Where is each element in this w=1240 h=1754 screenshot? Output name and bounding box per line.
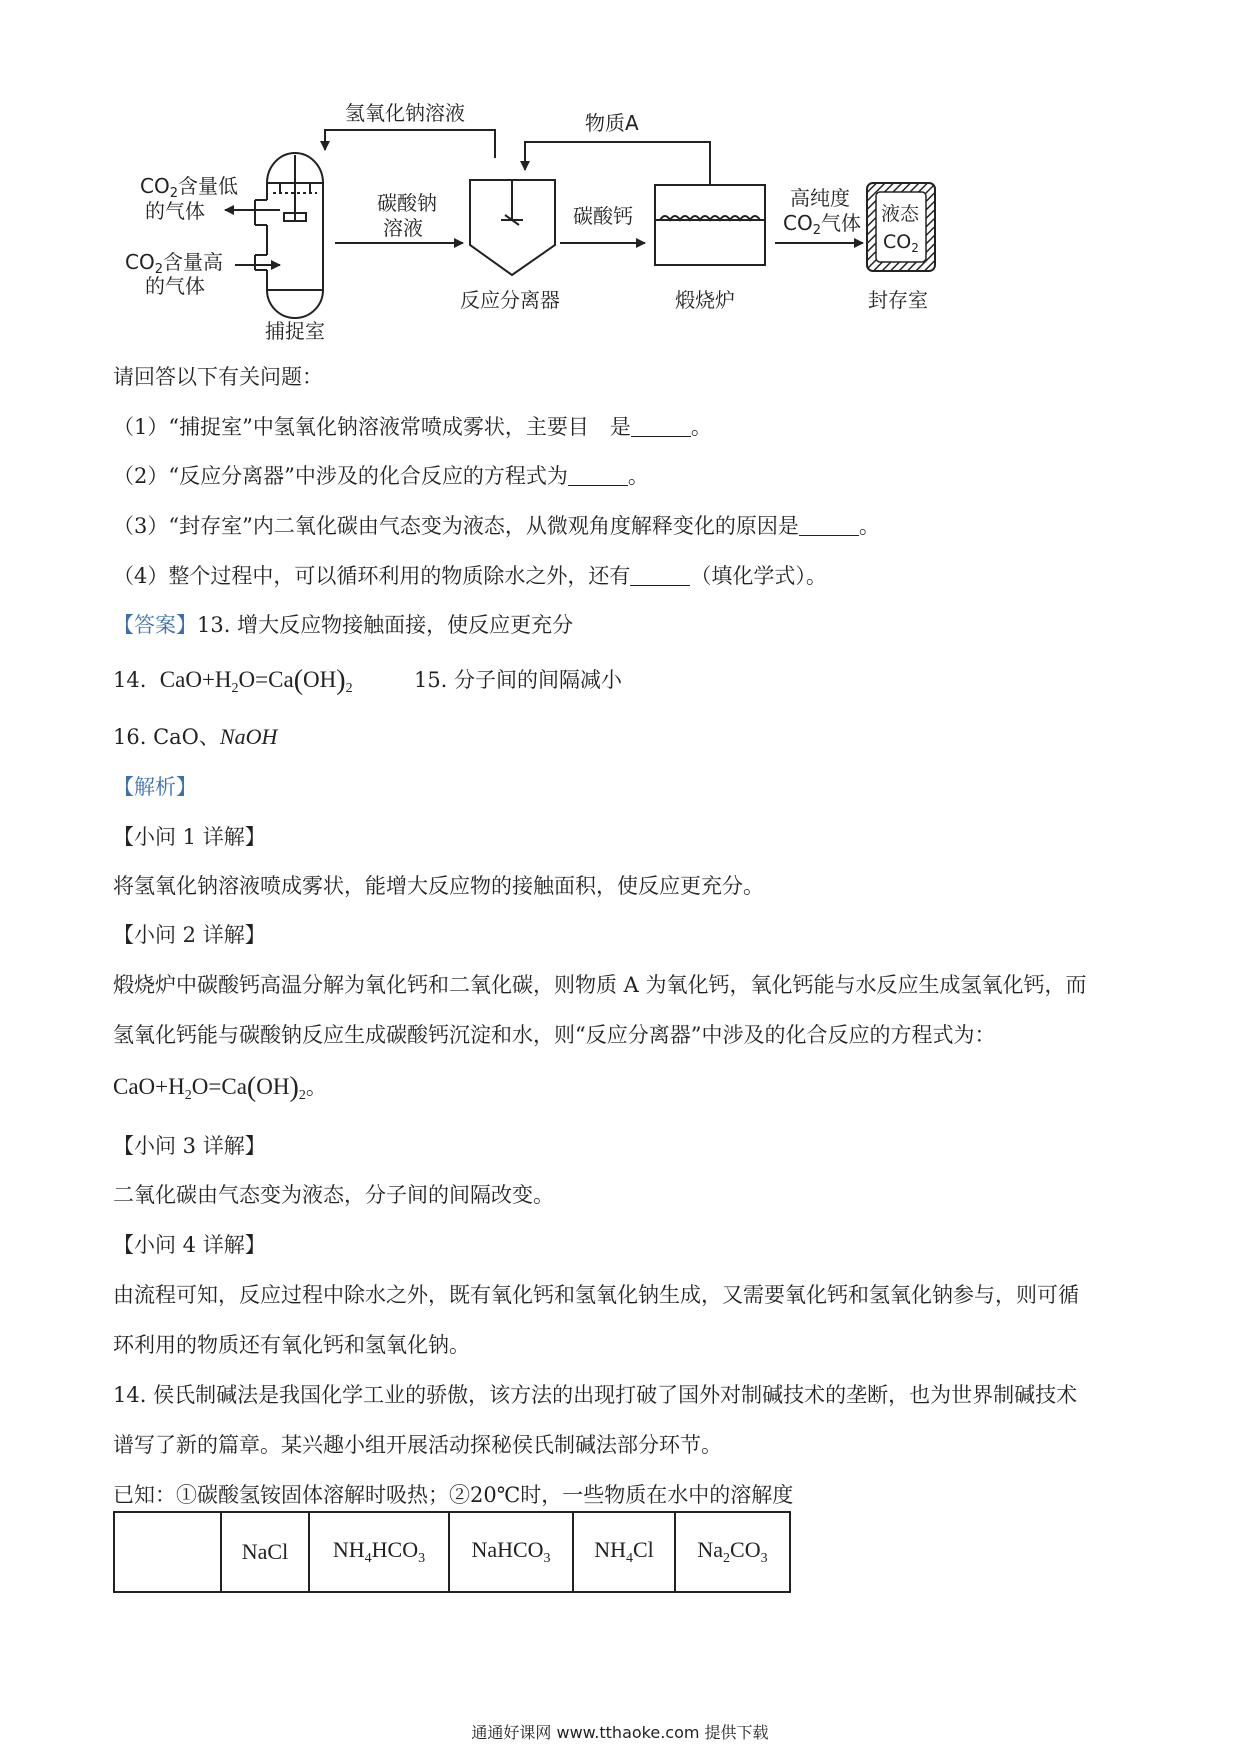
capture-room-label: 捕捉室 (265, 319, 325, 343)
answer-tag: 【答案】 (113, 613, 197, 637)
page-footer: 通通好课网 www.tthaoke.com 提供下载 (471, 1723, 769, 1742)
question-prompt: 请回答以下有关问题： (113, 365, 323, 389)
analysis-tag: 【解析】 (113, 775, 197, 799)
question-1-text: （1）“捕捉室”中氢氧化钠溶液常喷成雾状，主要目 是 (113, 415, 631, 439)
process-flow-diagram (115, 95, 955, 350)
subquestion-3-body: 二氧化碳由气态变为液态，分子间的间隔改变。 (113, 1183, 554, 1207)
subquestion-2-formula (113, 1072, 327, 1111)
furnace-box (655, 185, 765, 265)
table-cell-empty (114, 1512, 221, 1592)
subquestion-1-body: 将氢氧化钠溶液喷成雾状，能增大反应物的接触面积，使反应更充分。 (113, 874, 764, 898)
answer-16-naoh: NaOH (219, 724, 278, 749)
subquestion-4-body-2: 环利用的物质还有氧化钙和氢氧化钠。 (113, 1333, 470, 1357)
low-co2-label-co: CO (140, 174, 170, 198)
question-14-line-2: 谱写了新的篇章。某兴趣小组开展活动探秘侯氏制碱法部分环节。 (113, 1433, 722, 1457)
question-1-end: 。 (690, 415, 712, 439)
storage-room-label: 封存室 (868, 288, 928, 312)
svg-text:CO2含量高 (125, 250, 223, 277)
answer-blank (631, 416, 691, 437)
furnace-label: 煅烧炉 (675, 288, 735, 312)
formula-cao-h2o: $CaO+H_2O=Ca(OH)_2$ (113, 1072, 306, 1103)
naoh-solution-label: 氢氧化钠溶液 (345, 101, 465, 125)
high-co2-sub: 2 (154, 262, 163, 277)
liquid-label-1: 液态 (881, 203, 920, 225)
low-co2-label-tail: 含量低 (178, 174, 238, 198)
substance-a-line (525, 142, 710, 185)
answer-14-num: 14. (113, 668, 147, 692)
question-1 (113, 412, 712, 442)
answer-blank (568, 465, 628, 486)
question-14-line-1: 14. 侯氏制碱法是我国化学工业的骄傲，该方法的出现打破了国外对制碱技术的垄断，也为世界制碱技术 (113, 1383, 1078, 1407)
liquid-co: CO (883, 231, 912, 253)
high-purity-sub: 2 (812, 223, 821, 238)
question-4-end: （填化学式）。 (690, 564, 827, 588)
high-purity-co: CO (783, 211, 813, 235)
reaction-separator-vessel (470, 180, 555, 275)
solubility-table (113, 1511, 791, 1593)
subquestion-1-heading: 【小问 1 详解】 (113, 825, 266, 849)
answer-blank (799, 515, 859, 536)
subquestion-3-heading: 【小问 3 详解】 (113, 1134, 266, 1158)
substance-a-label: 物质A (585, 111, 639, 135)
formula-end: 。 (305, 1075, 327, 1099)
question-3-end: 。 (858, 514, 880, 538)
high-co2-label-tail: 含量高 (163, 250, 223, 274)
table-header-nacl: NaCl (221, 1512, 309, 1592)
table-header-nh4cl: $NH_4Cl$ (573, 1512, 675, 1592)
answer-16-text: 16. CaO、 (113, 725, 220, 749)
subquestion-4-body-1: 由流程可知，反应过程中除水之外，既有氧化钙和氢氧化钠生成，又需要氧化钙和氢氧化钠参与，则可循 (113, 1283, 1079, 1307)
table-row (114, 1512, 790, 1592)
naoh-return-line (325, 130, 495, 158)
caco3-label: 碳酸钙 (573, 204, 633, 228)
answer-14-formula: $CaO+H_2O=Ca(OH)_2$ (159, 665, 353, 696)
na2co3-label-2: 溶液 (383, 216, 423, 240)
low-co2-label-2: 的气体 (145, 199, 205, 223)
liquid-sub: 2 (911, 241, 919, 255)
question-3-text: （3）“封存室”内二氧化碳由气态变为液态，从微观角度解释变化的原因是 (113, 514, 799, 538)
high-purity-label-1: 高纯度 (790, 186, 850, 210)
svg-text:CO2含量低 (140, 174, 238, 201)
high-co2-label-co: CO (125, 250, 155, 274)
known-conditions: 已知：①碳酸氢铵固体溶解时吸热；②20℃时，一些物质在水中的溶解度 (113, 1483, 794, 1507)
na2co3-label-1: 碳酸钠 (377, 191, 437, 215)
low-co2-sub: 2 (169, 186, 178, 201)
high-purity-tail: 气体 (821, 211, 861, 235)
subquestion-2-heading: 【小问 2 详解】 (113, 923, 266, 947)
answer-13: 13. 增大反应物接触面接，使反应更充分 (197, 613, 574, 637)
svg-text:CO2气体 (783, 211, 861, 238)
question-4-text: （4）整个过程中，可以循环利用的物质除水之外，还有 (113, 564, 631, 588)
reaction-separator-label: 反应分离器 (460, 288, 560, 312)
answer-15: 15. 分子间的间隔减小 (413, 668, 623, 692)
table-header-na2co3: $Na_2CO_3$ (675, 1512, 790, 1592)
question-2-text: （2）“反应分离器”中涉及的化合反应的方程式为 (113, 464, 568, 488)
question-4 (113, 561, 827, 591)
subquestion-2-body-1: 煅烧炉中碳酸钙高温分解为氧化钙和二氧化碳，则物质 A 为氧化钙，氧化钙能与水反应生成氢氧化钙，而 (113, 973, 1087, 997)
answer-line-13 (113, 610, 573, 640)
answer-blank (630, 565, 690, 586)
table-header-nh4hco3: $NH_4HCO_3$ (309, 1512, 449, 1592)
answer-line-16 (113, 722, 277, 752)
answer-line-14 (113, 665, 622, 704)
high-co2-label-2: 的气体 (145, 274, 205, 298)
question-2 (113, 461, 649, 491)
subquestion-2-body-2: 氢氧化钙能与碳酸钠反应生成碳酸钙沉淀和水，则“反应分离器”中涉及的化合反应的方程式为： (113, 1023, 996, 1047)
question-3 (113, 511, 880, 541)
table-header-nahco3: NaHCO$_3$ (449, 1512, 573, 1592)
question-2-end: 。 (627, 464, 649, 488)
capture-room-vessel (255, 153, 323, 318)
subquestion-4-heading: 【小问 4 详解】 (113, 1233, 266, 1257)
